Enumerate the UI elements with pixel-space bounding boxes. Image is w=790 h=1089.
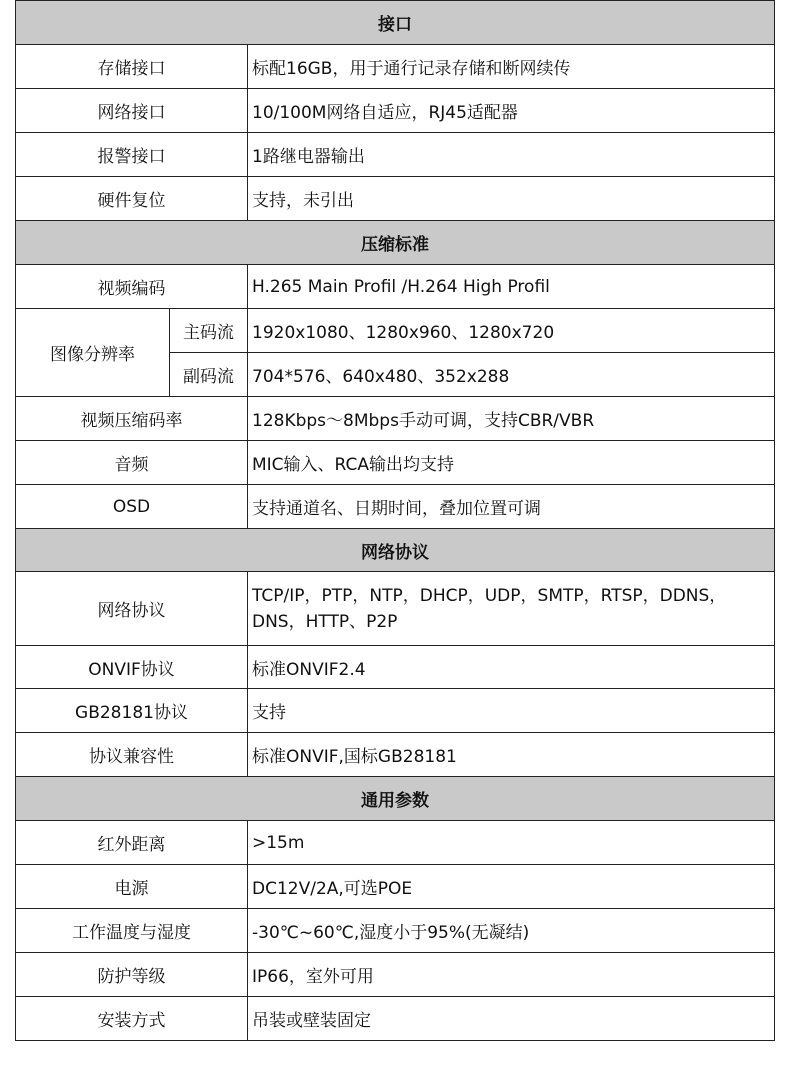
table-row	[16, 865, 775, 909]
table-row	[16, 133, 775, 177]
row-value: 标准ONVIF,国标GB28181	[248, 733, 775, 777]
row-value: MIC输入、RCA输出均支持	[248, 441, 775, 485]
row-label: 报警接口	[16, 133, 248, 177]
row-value: 支持通道名、日期时间，叠加位置可调	[248, 485, 775, 529]
table-row	[16, 953, 775, 997]
row-label: 协议兼容性	[16, 733, 248, 777]
table-row	[16, 997, 775, 1041]
row-label: 安装方式	[16, 997, 248, 1041]
section-row	[16, 529, 775, 572]
row-label: 电源	[16, 865, 248, 909]
table-row	[16, 485, 775, 529]
row-value: DC12V/2A,可选POE	[248, 865, 775, 909]
section-row	[16, 1, 775, 45]
table-row	[16, 89, 775, 133]
main-stream-value: 1920x1080、1280x960、1280x720	[248, 309, 775, 353]
row-value: 10/100M网络自适应，RJ45适配器	[248, 89, 775, 133]
table-row	[16, 733, 775, 777]
table-row	[16, 265, 775, 309]
main-stream-label: 主码流	[170, 309, 248, 353]
row-value: 支持	[248, 689, 775, 733]
row-label: 工作温度与湿度	[16, 909, 248, 953]
row-value: IP66，室外可用	[248, 953, 775, 997]
table-row	[16, 909, 775, 953]
row-value: 吊装或壁装固定	[248, 997, 775, 1041]
sub-stream-label: 副码流	[170, 353, 248, 397]
row-value: H.265 Main Profil /H.264 High Profil	[248, 265, 775, 309]
table-row	[16, 821, 775, 865]
table-row	[16, 309, 775, 353]
section-header-interface: 接口	[16, 1, 775, 45]
row-label: 音频	[16, 441, 248, 485]
row-label: 图像分辨率	[16, 309, 170, 397]
row-label: 硬件复位	[16, 177, 248, 221]
row-label: 红外距离	[16, 821, 248, 865]
row-value: 标准ONVIF2.4	[248, 646, 775, 689]
row-label: GB28181协议	[16, 689, 248, 733]
row-label: 视频编码	[16, 265, 248, 309]
row-label: 网络接口	[16, 89, 248, 133]
row-value: 支持，未引出	[248, 177, 775, 221]
row-label: 存储接口	[16, 45, 248, 89]
row-value: -30℃~60℃,湿度小于95%(无凝结)	[248, 909, 775, 953]
table-row	[16, 177, 775, 221]
row-label: OSD	[16, 485, 248, 529]
row-label: ONVIF协议	[16, 646, 248, 689]
row-value: TCP/IP，PTP，NTP，DHCP，UDP，SMTP，RTSP，DDNS，DNS，HTTP、P2P	[248, 572, 775, 646]
sub-stream-value: 704*576、640x480、352x288	[248, 353, 775, 397]
table-row	[16, 572, 775, 646]
row-label: 防护等级	[16, 953, 248, 997]
section-header-compression: 压缩标准	[16, 221, 775, 265]
spec-table	[15, 0, 775, 1041]
table-row	[16, 441, 775, 485]
table-row	[16, 45, 775, 89]
section-row	[16, 221, 775, 265]
table-row	[16, 397, 775, 441]
row-value: >15m	[248, 821, 775, 865]
table-row	[16, 689, 775, 733]
row-value: 1路继电器输出	[248, 133, 775, 177]
row-value: 标配16GB，用于通行记录存储和断网续传	[248, 45, 775, 89]
row-value: 128Kbps～8Mbps手动可调，支持CBR/VBR	[248, 397, 775, 441]
row-label: 网络协议	[16, 572, 248, 646]
table-row	[16, 646, 775, 689]
section-header-network: 网络协议	[16, 529, 775, 572]
section-row	[16, 777, 775, 821]
section-header-general: 通用参数	[16, 777, 775, 821]
row-label: 视频压缩码率	[16, 397, 248, 441]
